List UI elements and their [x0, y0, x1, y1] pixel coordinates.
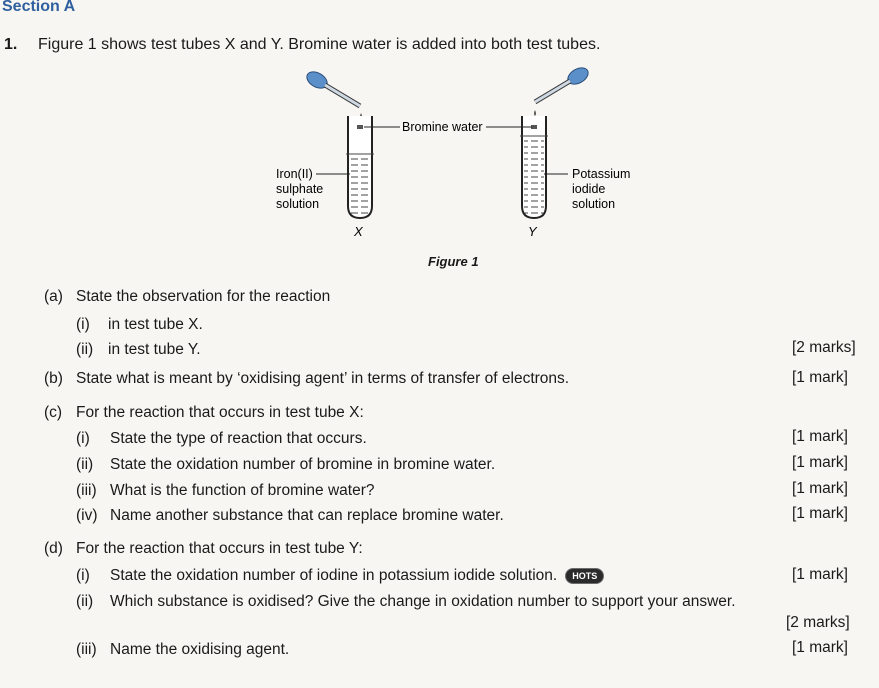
part-d-i-text: State the oxidation number of iodine in potassium iodide solution. — [110, 567, 558, 584]
part-b-marks: [1 mark] — [792, 369, 848, 386]
test-tube-y — [520, 116, 548, 218]
part-c-iii-marks: [1 mark] — [792, 480, 848, 497]
part-a-ii-label: (ii) — [76, 341, 94, 358]
question-stem: Figure 1 shows test tubes X and Y. Bromine water is added into both test tubes. — [38, 36, 601, 53]
part-a-i-label: (i) — [76, 316, 90, 333]
part-a-label: (a) — [44, 288, 63, 305]
question-number: 1. — [4, 36, 18, 53]
part-d-i-label: (i) — [76, 567, 90, 584]
part-c-label: (c) — [44, 404, 63, 421]
part-c-iv-marks: [1 mark] — [792, 505, 848, 522]
part-c-i-text: State the type of reaction that occurs. — [110, 430, 367, 447]
part-a-ii-text: in test tube Y. — [108, 341, 201, 358]
figure-1-diagram — [260, 66, 660, 244]
part-c-i-marks: [1 mark] — [792, 428, 848, 445]
part-a-i-text: in test tube X. — [108, 316, 203, 333]
label-tube-y: Y — [528, 224, 537, 239]
label-potassium-3: solution — [572, 197, 616, 211]
part-d-ii-text: Which substance is oxidised? Give the change in oxidation number to support your answer. — [110, 593, 736, 610]
part-d-i-marks: [1 mark] — [792, 566, 848, 583]
part-d-iii-label: (iii) — [76, 641, 97, 658]
test-tube-x — [346, 116, 374, 218]
part-c-ii-label: (ii) — [76, 456, 94, 473]
label-bromine-water: Bromine water — [402, 120, 483, 134]
label-iron-1: Iron(II) — [276, 167, 313, 181]
right-dropper-icon — [535, 66, 591, 102]
part-a-text: State the observation for the reaction — [76, 288, 331, 305]
left-dropper-icon — [304, 68, 360, 106]
label-potassium-2: iodide — [572, 182, 606, 196]
part-c-iii-label: (iii) — [76, 482, 97, 499]
part-c-text: For the reaction that occurs in test tube X: — [76, 404, 364, 421]
part-c-ii-marks: [1 mark] — [792, 454, 848, 471]
hots-badge: HOTS — [565, 568, 604, 584]
part-c-iv-label: (iv) — [76, 507, 98, 524]
figure-caption: Figure 1 — [428, 254, 479, 269]
label-potassium-1: Potassium — [572, 167, 631, 181]
part-c-iv-text: Name another substance that can replace bromine water. — [110, 507, 504, 524]
part-c-iii-text: What is the function of bromine water? — [110, 482, 375, 499]
part-b-label: (b) — [44, 370, 63, 387]
part-d-label: (d) — [44, 540, 63, 557]
label-iron-3: solution — [276, 197, 320, 211]
part-d-iii-marks: [1 mark] — [792, 639, 848, 656]
label-tube-x: X — [354, 224, 363, 239]
part-c-ii-text: State the oxidation number of bromine in bromine water. — [110, 456, 496, 473]
part-d-ii-label: (ii) — [76, 593, 94, 610]
part-d-i-row — [110, 567, 604, 585]
label-iron-2: sulphate — [276, 182, 324, 196]
part-d-text: For the reaction that occurs in test tube Y: — [76, 540, 363, 557]
part-a-marks: [2 marks] — [792, 339, 856, 356]
part-c-i-label: (i) — [76, 430, 90, 447]
part-d-ii-marks: [2 marks] — [786, 614, 850, 631]
section-title: Section A — [2, 0, 76, 15]
part-d-iii-text: Name the oxidising agent. — [110, 641, 290, 658]
part-b-text: State what is meant by ‘oxidising agent’ in terms of transfer of electrons. — [76, 370, 570, 387]
